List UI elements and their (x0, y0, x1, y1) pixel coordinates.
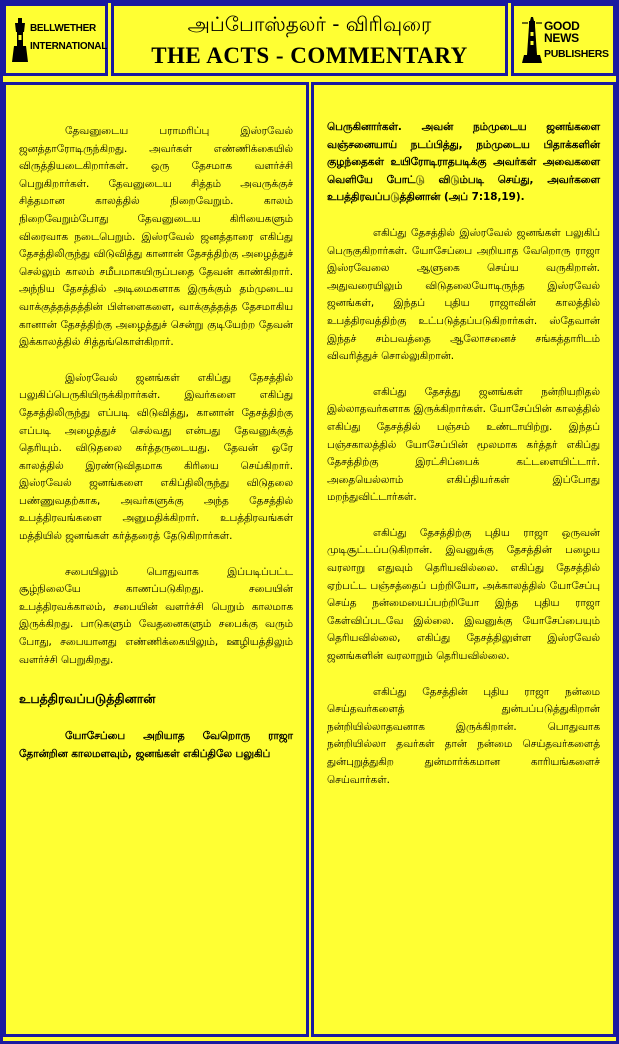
good-news-line1: GOOD NEWS (544, 19, 580, 45)
right-paragraph-2: எகிப்து தேசத்தில் இஸ்ரவேல் ஜனங்கள் பலுகிப் பெருகுகிறார்கள். யோசேப்பை அறியாத வேறொரு ராஜா இஸ்ரவேலை ஆளுகை செய்ய வருகிறான். அதுவரையிலும் விடுதலையோடிருந்த இஸ்ரவேல் ஜனங்கள், இந்தப் புதிய ராஜாவின் காலத்தில் உபத்திரவத்திற்கு உட்படுத்தப்படுகிறார்கள். ஸ்தேவான் இந்தச் சம்பவத்தை ஆலோசனைச் சங்கத்தாரிடம் விவரித்துச் சொல்லுகிறான். (327, 226, 600, 363)
left-paragraph-3: சபையிலும் பொதுவாக இப்படிப்பட்ட சூழ்நிலையே காணப்படுகிறது. சபையின் உபத்திரவக்காலம், சபையின் வளர்ச்சி பெறும் காலமாக இருக்கிறது. பாடுகளும் வேதனைகளும் சபைக்கு வரும் போது, சபையானது எண்ணிக்கையிலும், ஊழியத்திலும் வளர்ச்சி பெறுகிறது. (19, 565, 293, 666)
right-paragraph-3: எகிப்து தேசத்து ஜனங்கள் நன்றியறிதல் இல்லாதவர்களாக இருக்கிறார்கள். யோசேப்பின் காலத்தில் எகிப்து தேசத்தில் பஞ்சம் உண்டாயிற்று. இந்தப் பஞ்சகாலத்தில் யோசேப்பின் மூலமாக கர்த்தர் எகிப்து தேசத்திற்கு இரட்சிப்பைக் கட்டளையிட்டார். அதையெல்லாம் எகிப்தியர்கள் இப்போது மறந்துவிட்டார்கள். (327, 385, 600, 504)
section-subheading: உபத்திரவப்படுத்தினான் (19, 691, 156, 707)
good-news-line2: PUBLISHERS (544, 48, 609, 60)
lighthouse-icon (522, 17, 542, 63)
bell-tower-icon (12, 18, 28, 62)
page-title-tamil: அப்போஸ்தலர் - விரிவுரை (187, 12, 432, 36)
title-box (111, 3, 508, 76)
good-news-logo (511, 3, 616, 76)
page-header (3, 3, 616, 76)
left-scripture-quote: யோசேப்பை அறியாத வேறொரு ராஜா தோன்றின காலமளவும், ஜனங்கள் எகிப்திலே பலுகிப் (19, 730, 293, 760)
left-paragraph-1: தேவனுடைய பராமரிப்பு இஸ்ரவேல் ஜனத்தாரோடிருந்கிறது. அவர்கள் எண்ணிக்கையில் விருத்தியடைகிறார்கள். ஒரு தேசமாக வளர்ச்சி பெறுகிறார்கள். தேவனுடைய சித்தம் அவருக்குச் சித்தமான காலத்தில் நிறைவேறும். காலம் நிறைவேறும்போது தேவனுடைய கிரியைகளும் விரைவாக நடைபெறும். இஸ்ரவேல் ஜனத்தாரை எகிப்து தேசத்திலிருந்து விடுவித்து கானான் தேசத்திற்கு அழைத்துச் செல்லும் காலம் சமீபமாகயிருப்பதை தேவன் காண்கிறார். அந்நிய தேசத்தில் அடிமைகளாக இருக்கும் தம்முடைய வாக்குத்தத்தத்தின் பிள்ளைகளை, வாக்குத்தத்த தேசமாகிய கானான் தேசத்திற்கு அழைத்துச் சென்று குடியேற்ற தேவன் இக்காலத்தில் சித்தங்கொள்கிறார். (19, 125, 293, 349)
right-paragraph-5: எகிப்து தேசத்தின் புதிய ராஜா நன்மை செய்தவர்களைத் துன்பப்படுத்துகிறான் நன்றியில்லாதவனாக இருக்கிறான். பொதுவாக நன்றியில்லா தவர்கள் தான் நன்மை செய்தவர்களைத் துன்புறுத்துகிற துன்மார்க்கமான காரியங்களைச் செய்வார்கள். (327, 685, 600, 786)
left-column (3, 82, 309, 1037)
page-title-english: THE ACTS - COMMENTARY (151, 43, 468, 68)
bellwether-line1: BELLWETHER (30, 23, 96, 34)
right-paragraph-4: எகிப்து தேசத்திற்கு புதிய ராஜா ஒருவன் முடிசூட்டப்படுகிறான். இவனுக்கு தேசத்தின் பழைய வரலாறு எதுவும் தெரியவில்லை. எகிப்து தேசத்தில் ஏற்பட்ட பஞ்சத்தைப் பற்றியோ, அக்காலத்தில் யோசேப்பு செய்த நன்மையைப்பற்றியோ இந்த புதிய ராஜா கேள்விப்படவே இல்லை. இவனுக்கு யோசேப்பையும் தெரியவில்லை, எகிப்து தேசத்திலுள்ள இஸ்ரவேல் ஜனங்களின் வரலாறும் தெரியவில்லை. (327, 526, 600, 663)
left-paragraph-2: இஸ்ரவேல் ஜனங்கள் எகிப்து தேசத்தில் பலுகிப்பெருகியிருக்கிறார்கள். இவர்களை எகிப்து தேசத்திலிருந்து எப்படி விடுவித்து, கானான் தேசத்திற்கு எப்படி அழைத்துச் செல்வது என்பது தேவனுக்குத் தெரியும். விடுதலை கர்த்தருடையது. தேவன் ஒரே காலத்தில் இரண்டுவிதமாக கிரியை செய்கிறார். இஸ்ரவேல் ஜனங்களை எகிப்திலிருந்து விடுதலை பண்ணுவதற்காக, அவர்களுக்கு அந்த தேசத்தில் உபத்திரவங்களை அனுமதிக்கிறார். உபத்திரவங்கள் மத்தியில் ஜனங்கள் கர்த்தரைத் தேடுகிறார்கள். (19, 371, 293, 543)
right-scripture-quote: பெருகினார்கள். அவன் நம்முடைய ஜனங்களை வஞ்சனையாய் நடப்பித்து, நம்முடைய பிதாக்களின் குழந்தைகள் உயிரோடிராதபடிக்கு அவர்கள் அவைகளை வெளியே போட்டு விடும்படி செய்து, அவர்களை உபத்திரவப்படுத்தினான் (அப் 7:18,19). (327, 121, 600, 204)
bellwether-logo-text (30, 23, 107, 53)
right-column (311, 82, 616, 1037)
bellwether-logo (3, 3, 108, 76)
bellwether-line2: INTERNATIONAL (30, 41, 108, 52)
good-news-logo-text (544, 20, 613, 60)
